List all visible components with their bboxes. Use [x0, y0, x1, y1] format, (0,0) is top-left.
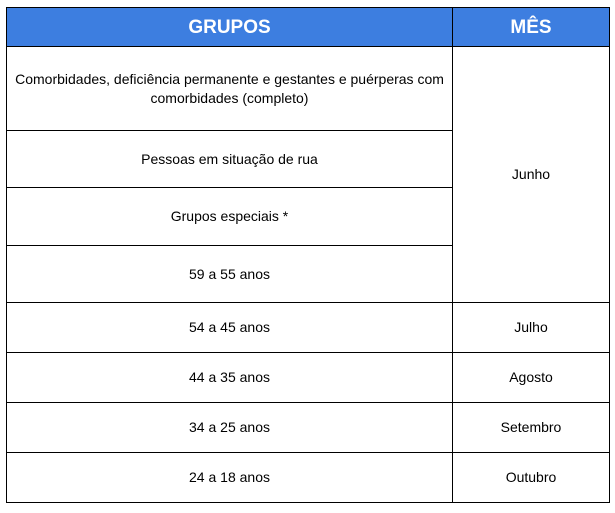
group-cell: Grupos especiais * — [7, 188, 453, 246]
header-month: MÊS — [453, 8, 610, 47]
group-cell: 24 a 18 anos — [7, 453, 453, 503]
table-row — [7, 353, 610, 403]
month-cell: Julho — [453, 303, 610, 353]
group-cell: 54 a 45 anos — [7, 303, 453, 353]
table-row — [7, 303, 610, 353]
header-groups: GRUPOS — [7, 8, 453, 47]
group-cell: Pessoas em situação de rua — [7, 131, 453, 188]
table-header-row — [7, 8, 610, 47]
group-cell: 34 a 25 anos — [7, 403, 453, 453]
group-cell: 44 a 35 anos — [7, 353, 453, 403]
month-cell: Setembro — [453, 403, 610, 453]
month-cell: Outubro — [453, 453, 610, 503]
table-row — [7, 47, 610, 131]
month-cell: Junho — [453, 47, 610, 303]
table-row — [7, 403, 610, 453]
group-cell: Comorbidades, deficiência permanente e gestantes e puérperas com comorbidades (completo) — [7, 47, 453, 131]
vaccination-schedule-table — [6, 7, 610, 503]
month-cell: Agosto — [453, 353, 610, 403]
table-row — [7, 453, 610, 503]
group-cell: 59 a 55 anos — [7, 246, 453, 303]
